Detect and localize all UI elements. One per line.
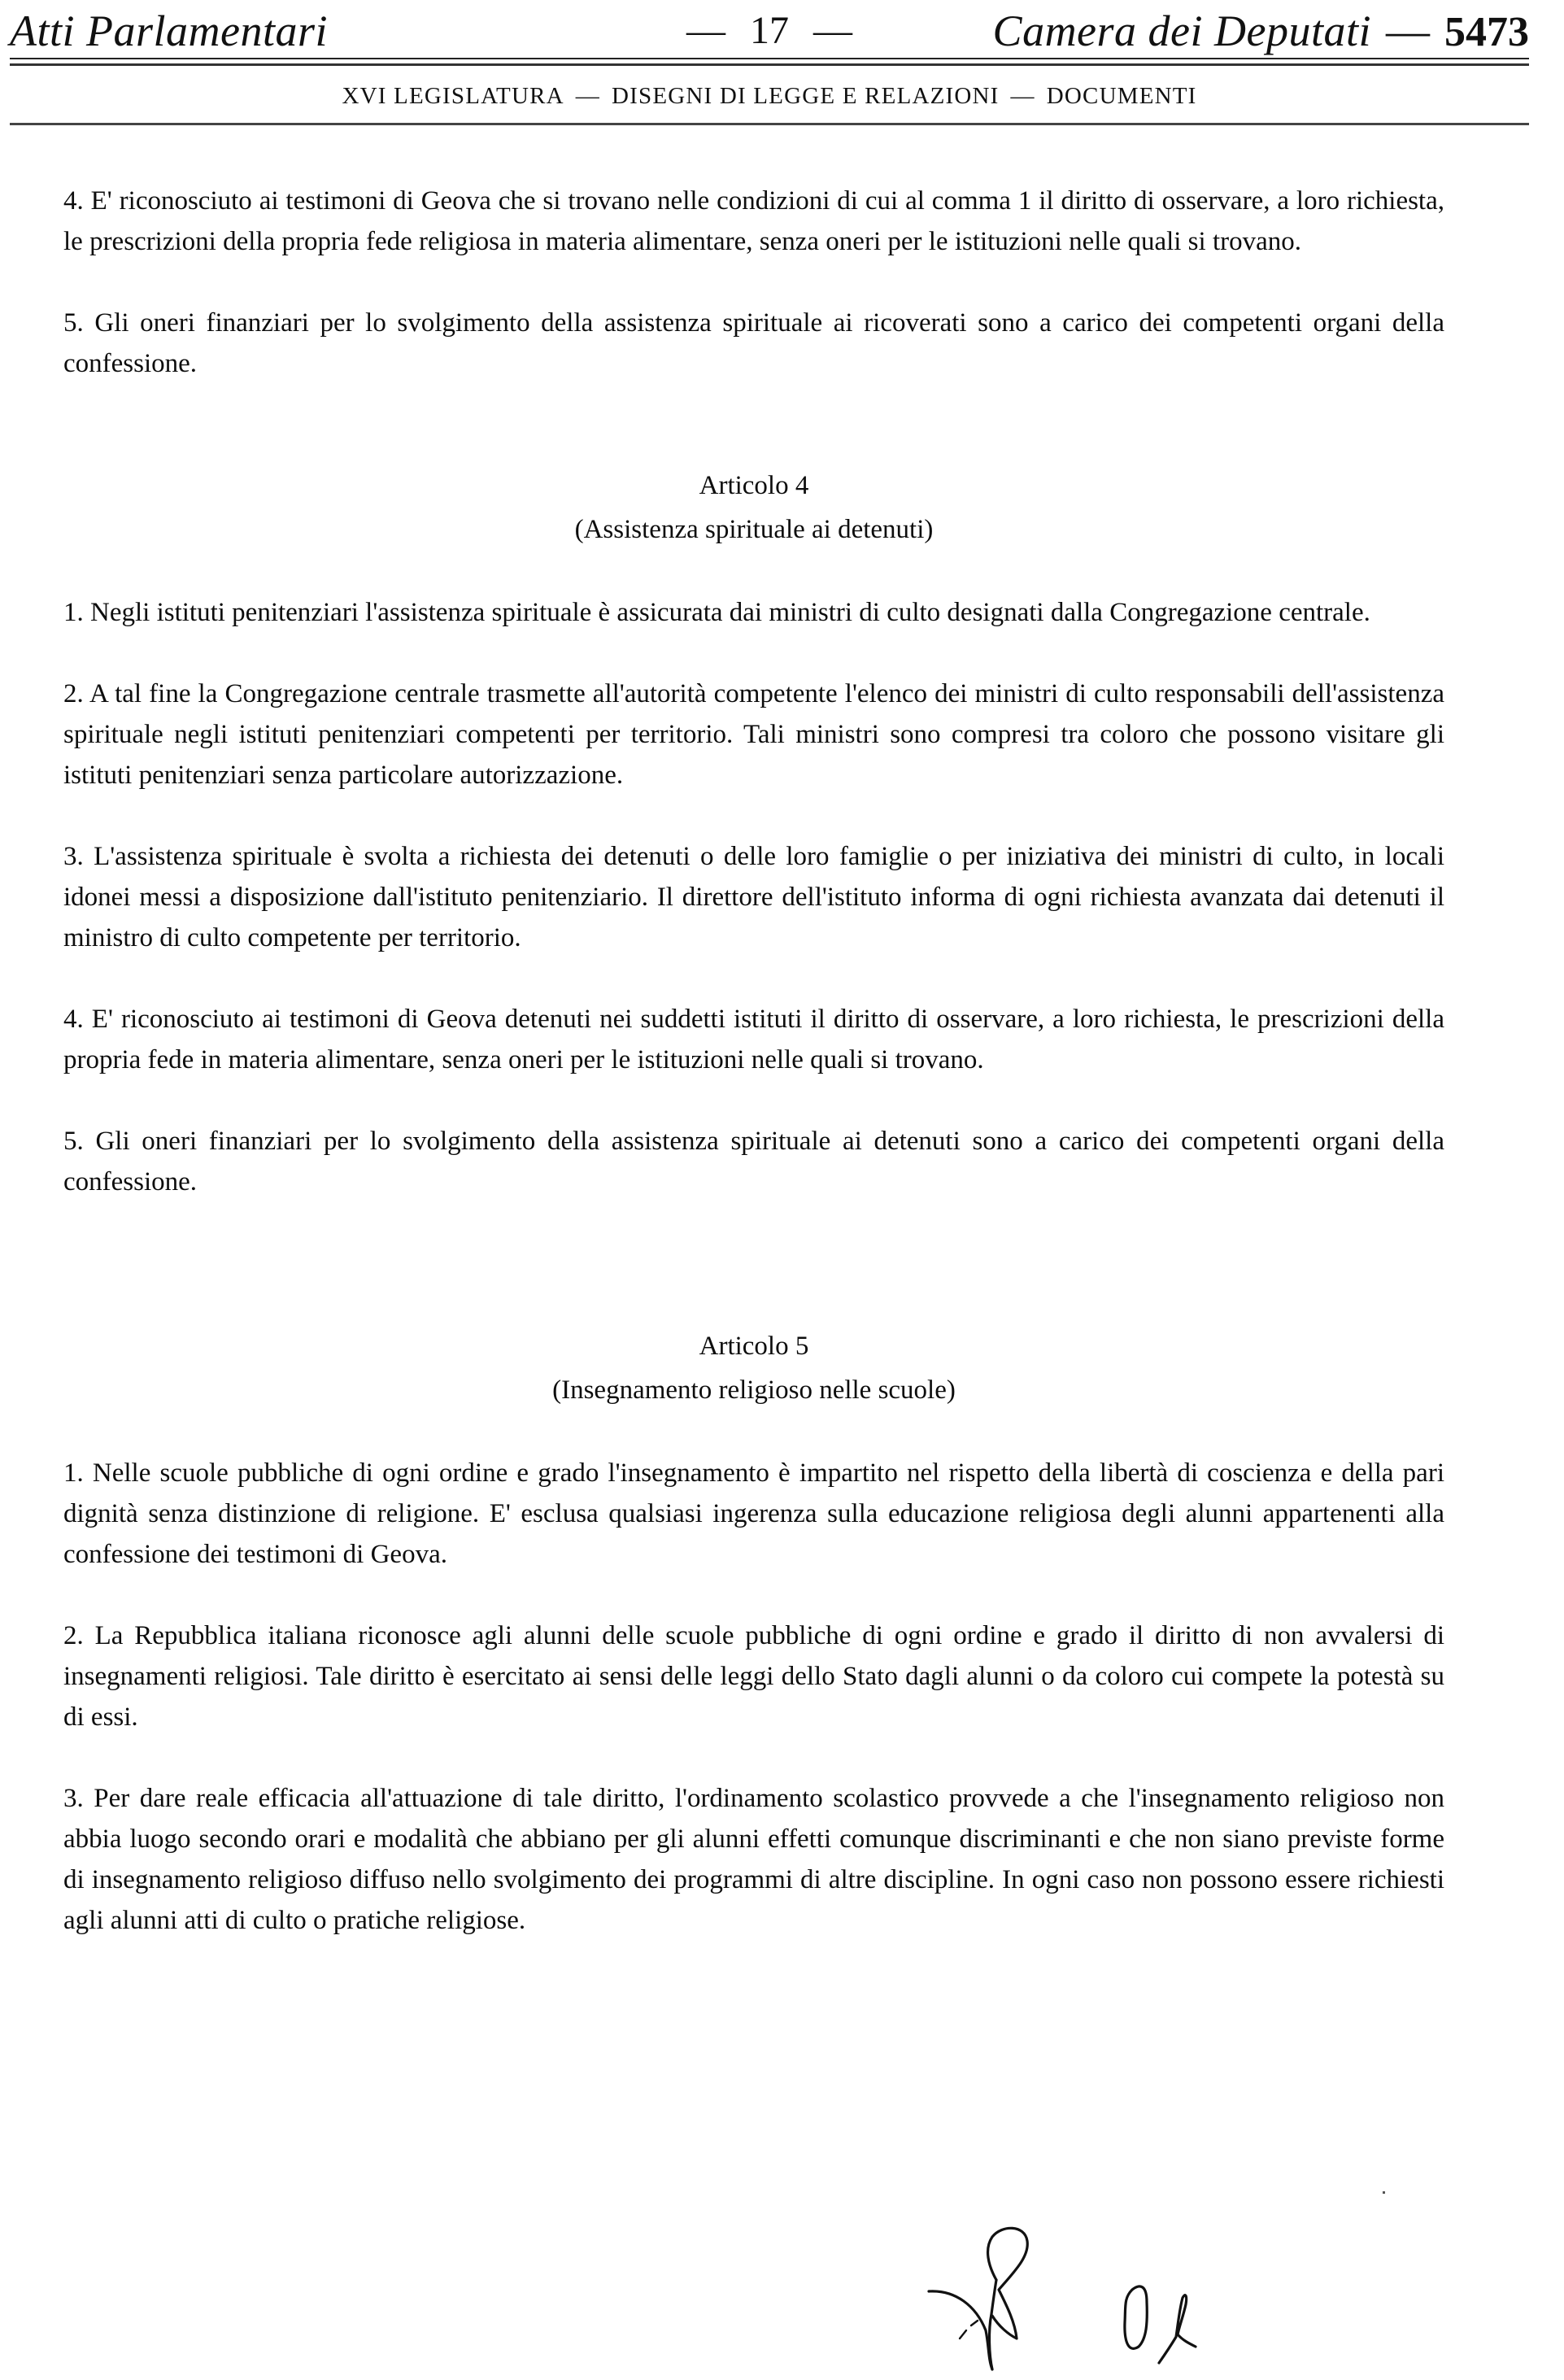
- paragraph: 2. La Repubblica italiana riconosce agli alunni delle scuole pubbliche di ogni ordine e grado il diritto di non avvalersi di insegnamenti religiosi. Tale diritto è esercitato ai sensi delle leggi dello Stato dagli alunni o da coloro cui compete la potestà su di essi.: [63, 1621, 1444, 1732]
- scan-speck: [1383, 2191, 1385, 2194]
- paragraph: 1. Negli istituti penitenziari l'assistenza spirituale è assicurata dai ministri di culto designati dalla Congregazione centrale.: [63, 598, 1370, 627]
- page-number-value: 17: [750, 9, 789, 52]
- paragraph: 1. Nelle scuole pubbliche di ogni ordine e grado l'insegnamento è impartito nel rispetto della libertà di coscienza e della pari dignità senza distinzione di religione. E' esclusa qualsiasi ingerenza sulla educazione religiosa degli alunni appartenenti alla confessione dei testimoni di Geova.: [63, 1458, 1444, 1569]
- article-heading: [63, 464, 1444, 551]
- paragraph: 3. Per dare reale efficacia all'attuazione di tale diritto, l'ordinamento scolastico provvede a che l'insegnamento religioso non abbia luogo secondo orari e modalità che abbiano per gli alunni effetti comunque discriminanti e che non siano previste forme di insegnamento religioso diffuso nello svolgimento dei programmi di altre discipline. In ogni caso non possono essere richiesti agli alunni atti di culto o pratiche religiose.: [63, 1784, 1444, 1935]
- paragraph: 3. L'assistenza spirituale è svolta a richiesta dei detenuti o delle loro famiglie o per iniziativa dei ministri di culto, in locali idonei messi a disposizione dall'istituto penitenziario. Il direttore dell'istituto informa di ogni richiesta avanzata dai detenuti il ministro di culto competente per territorio.: [63, 842, 1444, 952]
- dash: —: [686, 9, 725, 52]
- paragraph: 4. E' riconosciuto ai testimoni di Geova che si trovano nelle condizioni di cui al comma 1 il diritto di osservare, a loro richiesta, le prescrizioni della propria fede religiosa in materia alimentare, senza oneri per le istituzioni nelle quali si trovano.: [63, 186, 1444, 256]
- article-title: (Assistenza spirituale ai detenuti): [574, 515, 934, 544]
- article-heading: [63, 1324, 1444, 1412]
- documents-label: DOCUMENTI: [1046, 83, 1197, 109]
- dash: —: [1386, 7, 1430, 55]
- dash: —: [575, 83, 600, 109]
- series-label: DISEGNI DI LEGGE E RELAZIONI: [611, 83, 1000, 109]
- legislature-label: XVI LEGISLATURA: [342, 83, 564, 109]
- document-body: [63, 181, 1444, 1941]
- paragraph: 5. Gli oneri finanziari per lo svolgimento della assistenza spirituale ai ricoverati sono a carico dei competenti organi della confessione.: [63, 308, 1444, 378]
- header-rule-bottom: [10, 123, 1529, 125]
- paragraph: 4. E' riconosciuto ai testimoni di Geova detenuti nei suddetti istituti il diritto di osservare, a loro richiesta, le prescrizioni della propria fede in materia alimentare, senza oneri per le istituzioni nelle quali si trovano.: [63, 1005, 1444, 1074]
- legislature-line: [10, 78, 1529, 114]
- header-rule-top: [10, 58, 1529, 59]
- folio-number: 5473: [1444, 9, 1529, 55]
- header-rule-top-second: [10, 63, 1529, 66]
- chamber-folio: [993, 7, 1529, 57]
- paragraph: 2. A tal fine la Congregazione centrale trasmette all'autorità competente l'elenco dei ministri di culto responsabili dell'assistenza spirituale negli istituti penitenziari competenti per territorio. Tali ministri sono compresi tra coloro che possono visitare gli istituti penitenziari senza particolare autorizzazione.: [63, 679, 1444, 790]
- dash: —: [1010, 83, 1035, 109]
- dash: —: [813, 9, 852, 52]
- paragraph: 5. Gli oneri finanziari per lo svolgimento della assistenza spirituale ai detenuti sono a carico dei competenti organi della confessione.: [63, 1127, 1444, 1197]
- handwritten-initials-icon: [911, 2225, 1204, 2375]
- article-number: Articolo 4: [699, 471, 809, 500]
- article-number: Articolo 5: [699, 1332, 809, 1361]
- chamber-title: Camera dei Deputati: [992, 7, 1371, 55]
- running-header: [10, 3, 1529, 54]
- publication-title: Atti Parlamentari: [10, 7, 328, 55]
- article-title: (Insegnamento religioso nelle scuole): [552, 1375, 956, 1405]
